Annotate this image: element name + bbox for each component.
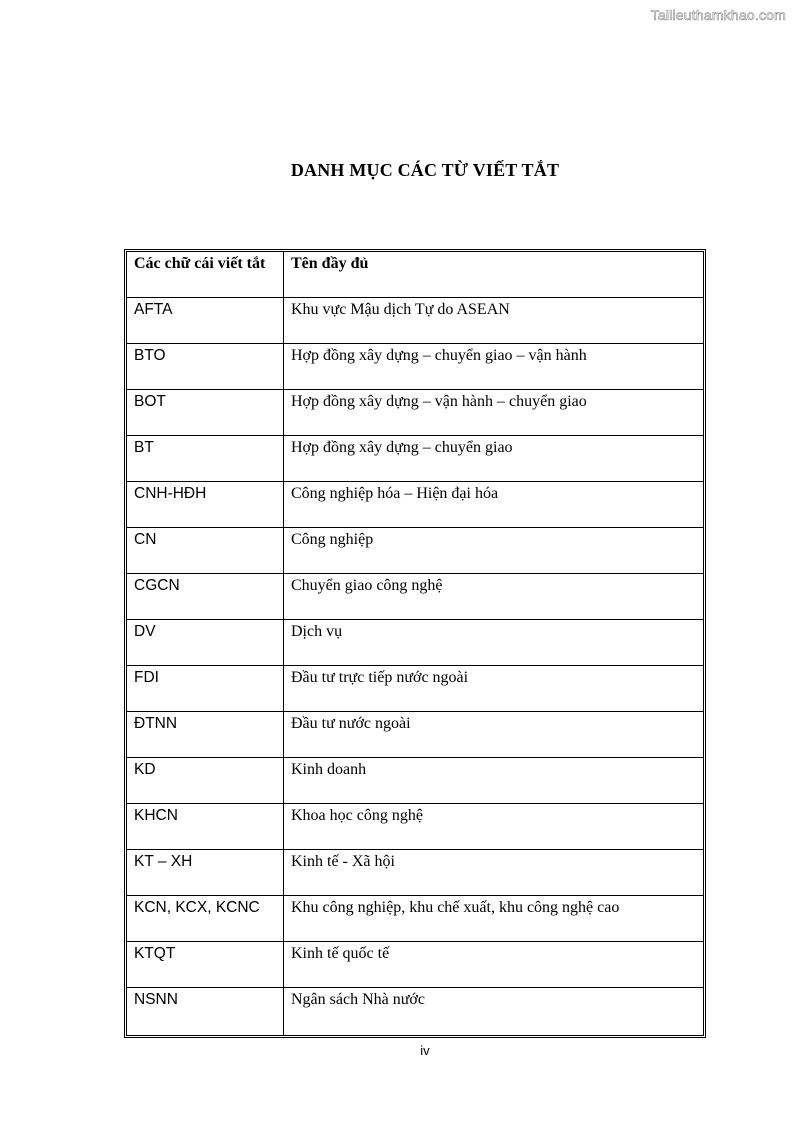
table-row [127,804,703,850]
full-name-cell: Hợp đồng xây dựng – chuyển giao – vận hành [284,344,703,390]
page-number: iv [420,1043,430,1058]
abbreviation-cell: BT [127,436,284,482]
watermark: Tailieuthamkhao.com [650,7,786,23]
table-row [127,988,703,1035]
abbreviation-cell: KCN, KCX, KCNC [127,896,284,942]
abbreviation-cell: ĐTNN [127,712,284,758]
table-row [127,942,703,988]
table-row [127,666,703,712]
full-name-cell: Kinh doanh [284,758,703,804]
page-title: DANH MỤC CÁC TỪ VIẾT TẮT [290,160,560,180]
full-name-cell: Đầu tư trực tiếp nước ngoài [284,666,703,712]
table-row [127,298,703,344]
full-name-cell: Ngân sách Nhà nước [291,991,425,1008]
table-row [127,712,703,758]
abbreviation-cell: CGCN [127,574,284,620]
abbreviation-cell: CN [127,528,284,574]
table-row [127,390,703,436]
full-name-cell: Dịch vụ [284,620,703,666]
abbreviation-cell: FDI [127,666,284,712]
abbreviation-cell: BOT [127,390,284,436]
table-row [127,850,703,896]
table-header-row [127,252,703,298]
abbreviation-cell: BTO [127,344,284,390]
table-row [127,344,703,390]
abbreviation-cell: NSNN [127,988,284,1035]
full-name-cell: Hợp đồng xây dựng – vận hành – chuyển giao [284,390,703,436]
table-row [127,436,703,482]
full-name-cell: Kinh tế quốc tế [284,942,703,988]
full-name-cell: Khoa học công nghệ [284,804,703,850]
table-row [127,482,703,528]
header-full-name: Tên đầy đủ [284,252,703,298]
abbreviation-cell: DV [127,620,284,666]
full-name-cell: Khu công nghiệp, khu chế xuất, khu công nghệ cao [284,896,703,942]
table-row [127,528,703,574]
abbreviation-cell: KD [127,758,284,804]
table-row [127,574,703,620]
full-name-cell: Chuyển giao công nghệ [284,574,703,620]
table-row [127,620,703,666]
abbreviation-cell: KTQT [127,942,284,988]
full-name-cell: Khu vực Mậu dịch Tự do ASEAN [284,298,703,344]
full-name-cell: Hợp đồng xây dựng – chuyển giao [284,436,703,482]
abbreviations-table [124,249,706,1038]
abbreviation-cell: CNH-HĐH [127,482,284,528]
abbreviation-cell: AFTA [127,298,284,344]
abbreviation-cell: KT – XH [127,850,284,896]
header-abbreviation: Các chữ cái viết tắt [127,252,284,298]
table-row [127,758,703,804]
full-name-cell: Công nghiệp [284,528,703,574]
table-row [127,896,703,942]
abbreviation-cell: KHCN [127,804,284,850]
full-name-cell: Công nghiệp hóa – Hiện đại hóa [284,482,703,528]
full-name-cell: Kinh tế - Xã hội [284,850,703,896]
full-name-cell: Đầu tư nước ngoài [284,712,703,758]
